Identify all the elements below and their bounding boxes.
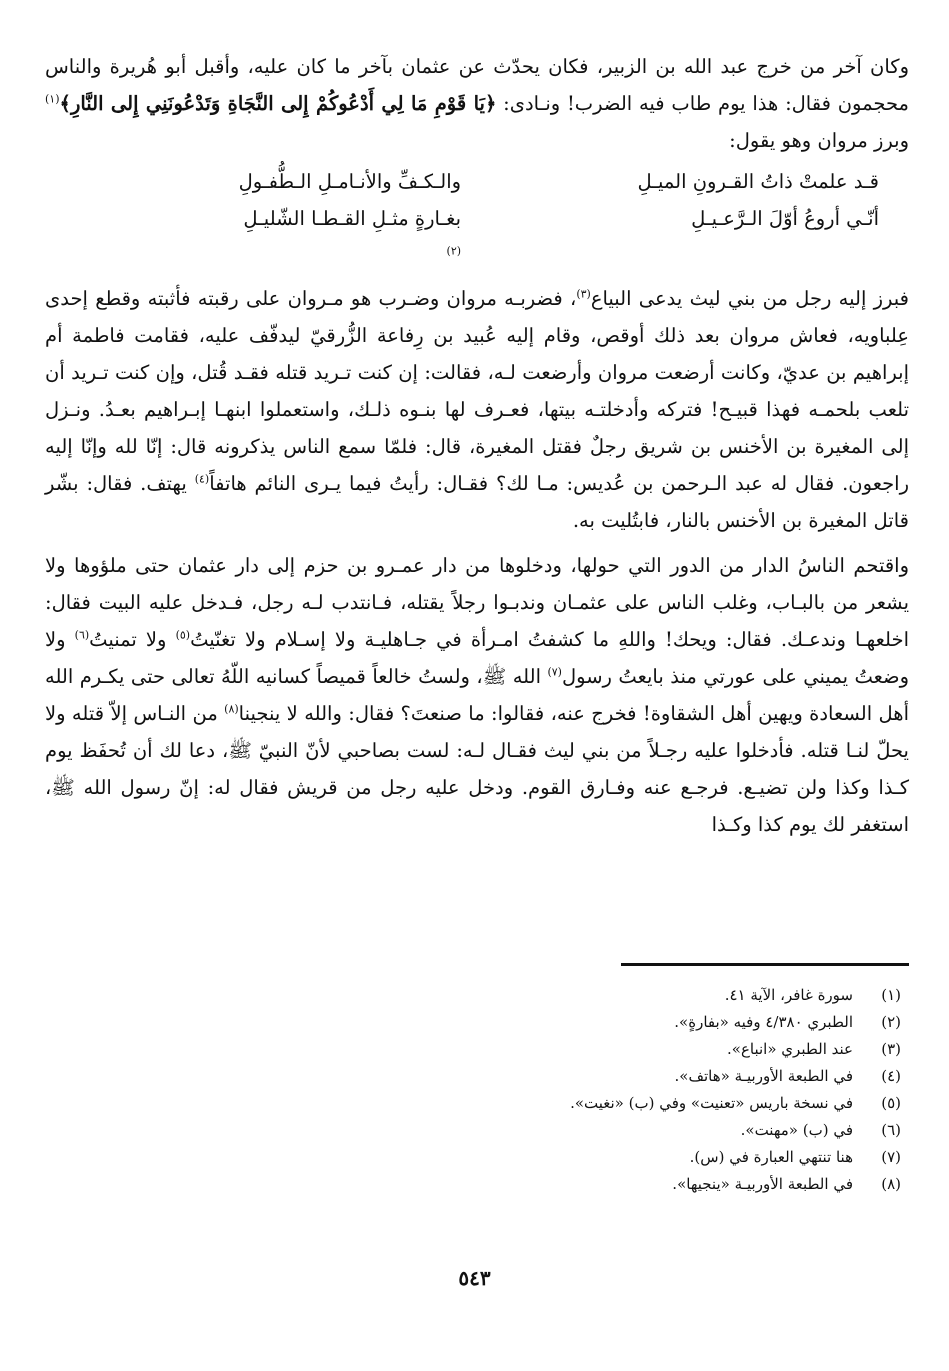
page-body [45,48,909,843]
page-number: ٥٤٣ [458,1266,491,1290]
footnote-divider [621,963,909,966]
footnote-number: (٨) [881,1175,901,1193]
paragraph-3 [45,547,909,843]
footnote-item [201,1144,901,1171]
footnote-ref-6[interactable]: (٦) [74,628,90,642]
footnote-ref-3[interactable]: (٣) [576,287,591,301]
footnote-number: (٧) [881,1148,901,1166]
footnote-ref-5[interactable]: (٥) [175,628,191,642]
footnote-ref-1[interactable]: (١) [45,92,60,106]
footnote-item [201,1009,901,1036]
poem-line-2-first-hemistich: أنّـي أروعُ أوّلَ الـرَّعـيـلِ [691,207,879,230]
footnotes-list [201,982,901,1198]
footnote-text: سورة غافر، الآية ٤١. [724,986,853,1004]
footnote-number: (٤) [881,1067,901,1085]
paragraph-3-text-a: واقتحم الناسُ الدار من الدور التي حولها، ودخلوها من دار عمـرو بن حزم إلى دار عثمان حتى ملؤوها ولا يشعر من بالبـاب، وغلب الناس على عثمـان وندبـوا رجلاً يقتله، فـانتدب لـه رجل، فـدخل عليه البيت فقال: اخلعهـا وندعـك. فقال: ويحك! واللهِ ما كشفتُ امـرأة في جـاهليـة ولا إسـلام ولا تغنّيتُ [45,554,909,651]
poem-line-2-second-hemistich: بغـارةٍ مثـلِ القـطـا الشّليـلِ [243,207,462,230]
paragraph-1-text-b: وبرز مروان وهو يقول: [729,129,909,152]
footnote-ref-8[interactable]: (٨) [224,702,239,716]
footnote-ref-7[interactable]: (٧) [547,665,562,679]
footnote-ref-2[interactable]: (٢) [446,244,462,258]
poem-line-2-second-hemistich-wrapper [105,200,461,274]
footnote-item [201,1036,901,1063]
footnote-number: (٥) [881,1094,901,1112]
footnote-text: في الطبعة الأوربيـة «ينجيها». [672,1175,853,1193]
footnote-text: في نسخة باريس «تعنيت» وفي (ب) «نغيت». [570,1094,853,1112]
paragraph-2 [45,280,909,539]
footnote-item [201,1171,901,1198]
footnote-number: (١) [881,986,901,1004]
footnote-text: في (ب) «مهنت». [740,1121,853,1139]
footnote-item [201,982,901,1009]
quran-verse: ﴿يَا قَوْمِ مَا لِي أَدْعُوكُمْ إِلى النَّجَاةِ وَتَدْعُونَنِي إِلى النَّارِ﴾ [59,92,497,115]
poem-line-1-second-hemistich: والـكـفِّ والأنـامـلِ الـطُّفـولِ [238,170,462,193]
paragraph-2-text-c: يهتف. فقال: بشّر قاتل المغيرة بن الأخنس بالنار، فابتُليت به. [45,472,909,532]
paragraph-3-text-d: الله ﷺ، ولستُ خالعاً قميصاً كسانيه اللّهُ تعالى حتى يكـرم الله أهل السعادة ويهين أهل الشقاوة! فخرج عنه، فقالوا: ما صنعتَ؟ فقال: والله لا ينجينا [45,665,909,725]
paragraph-3-text-e: من النـاس إلاّ قتله ولا يحلّ لنـا قتله. فأدخلوا عليه رجـلاً من بني ليث فقـال لـه: لست بصاحبي لأنّ النبيّ ﷺ، دعا لك أن تُحفَظ يوم كـذا وكذا ولن تضيـع. فرجـع عنه وفـارق القوم. ودخل عليه رجل من قريش فقال له: إنّ رسول الله ﷺ، استغفر لك يوم كذا وكـذا [45,702,909,836]
footnote-text: في الطبعة الأوربيـة «هاتف». [674,1067,853,1085]
paragraph-3-text-b: ولا تمنيتُ [89,628,176,651]
paragraph-2-text-a: فبرز إليه رجل من بني ليث يدعى البياع [590,287,909,310]
footnote-item [201,1090,901,1117]
paragraph-1 [45,48,909,159]
footnote-number: (٦) [881,1121,901,1139]
poem [45,163,909,274]
paragraph-3-text-c: ولا وضعتُ يميني على عورتي منذ بايعتُ رسول [45,628,909,688]
footnote-number: (٣) [881,1040,901,1058]
footnote-ref-4[interactable]: (٤) [194,472,210,486]
footnote-text: عند الطبري «انباع». [727,1040,853,1058]
poem-line-1-first-hemistich: قـد علمتْ ذاتُ القـرونِ الميـلِ [637,170,879,193]
poem-line-1 [105,163,879,200]
footnote-text: هنا تنتهي العبارة في (س). [689,1148,853,1166]
footnote-item [201,1063,901,1090]
footnote-number: (٢) [881,1013,901,1031]
poem-line-2 [105,200,879,274]
paragraph-1-text-a: وكان آخر من خرج عبد الله بن الزبير، فكان يحدّث عن عثمان بآخر ما كان عليه، وأقبل أبو هُريرة والناس محجمون فقال: هذا يوم طاب فيه الضرب! ونـادى: [45,55,910,115]
paragraph-2-text-b: ، فضربـه مروان وضـرب هو مـروان على رقبته فأثبته وقطع إحدى عِلباويه، فعاش مروان بعد ذلك أوقص، وقام إليه عُبيد بن رِفاعة الزُّرقيّ ليدفّف عليه، فقامت فاطمة أم إبراهيم بن عديّ، وكانت أرضعت مروان وأرضعت لـه، فقالت: إن كنت تـريد قتله فقـد قُتل، وإن كنت تـريد أن تلعب بلحمـه فهذا قبيـح! فتركه وأدخلتـه بيتها، فعـرف لها بنـوه ذلـك، واستعملوا ابنهـا إبـراهيم بعـدُ. ونـزل إلى المغيرة بن الأخنس بن شريق رجلٌ فقتل المغيرة، قال: فلمّا سمع الناس يذكرونه قال: إنّا لله وإنّا إليه راجعون. فقال له عبد الـرحمن بن عُديس: مـا لك؟ فقـال: رأيتُ فيما يـرى النائم هاتفاً [45,287,909,495]
footnote-text: الطبري ٤/٣٨٠ وفيه «بفارةٍ». [674,1013,853,1031]
footnote-item [201,1117,901,1144]
